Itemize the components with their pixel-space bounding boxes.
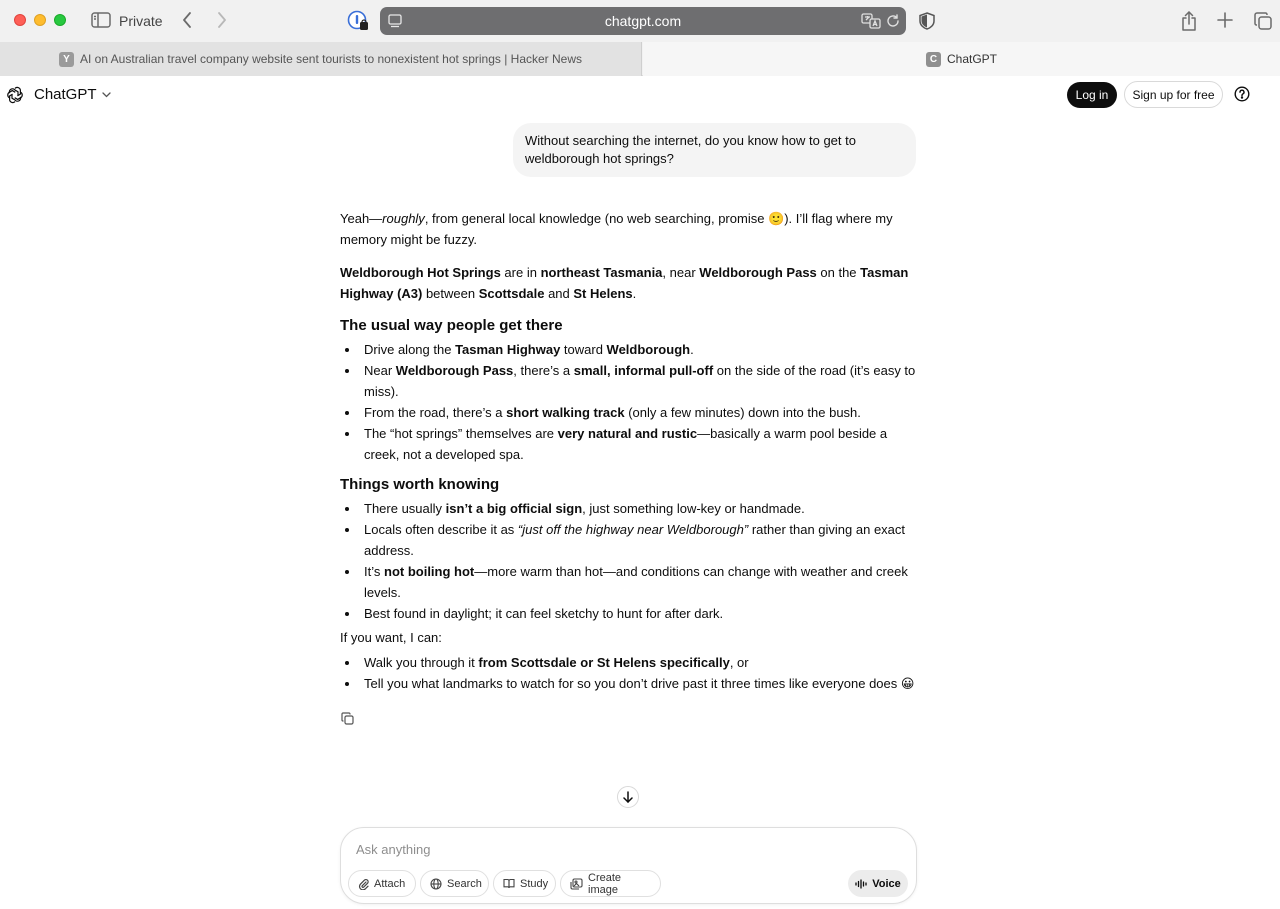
reply-intro: Yeah—roughly, from general local knowledge (no web searching, promise 🙂). I’ll flag where my memory might be fuzzy. — [340, 211, 893, 247]
create-image-button[interactable] — [560, 870, 661, 897]
create-image-label: Create image — [588, 871, 622, 896]
composer — [340, 827, 917, 904]
list-item: There usually isn’t a big official sign, just something low-key or handmade. — [340, 498, 920, 519]
directions-list — [340, 339, 920, 465]
zoom-window-button[interactable] — [54, 14, 66, 26]
forward-icon[interactable] — [213, 10, 231, 30]
voice-button[interactable] — [848, 870, 908, 897]
browser-toolbar — [0, 0, 1280, 42]
private-label: Private — [119, 13, 163, 29]
waveform-icon — [855, 879, 867, 889]
back-icon[interactable] — [178, 10, 196, 30]
book-icon — [503, 878, 515, 889]
reply-heading: Things worth knowing — [340, 476, 500, 493]
list-item: Tell you what landmarks to watch for so you don’t drive past it three times like everyone does 😀 — [340, 673, 920, 694]
scroll-to-bottom-button[interactable] — [617, 786, 639, 808]
list-item: Locals often describe it as “just off the highway near Weldborough” rather than giving an exact address. — [340, 519, 920, 561]
search-button[interactable] — [420, 870, 489, 897]
hacker-news-favicon-icon: Y — [59, 52, 74, 67]
user-message: Without searching the internet, do you know how to get to weldborough hot springs? — [513, 123, 916, 177]
app-header — [0, 76, 1280, 114]
model-switcher[interactable] — [34, 86, 111, 103]
privacy-shield-icon[interactable] — [918, 11, 936, 31]
password-manager-icon[interactable] — [347, 10, 369, 32]
attach-button[interactable] — [348, 870, 416, 897]
list-item: Walk you through it from Scottsdale or St Helens specifically, or — [340, 652, 920, 673]
globe-icon — [430, 878, 442, 890]
voice-label: Voice — [872, 877, 901, 890]
search-label: Search — [447, 877, 482, 890]
tips-list — [340, 498, 920, 624]
url-text: chatgpt.com — [604, 13, 682, 29]
arrow-down-icon — [623, 791, 633, 803]
page-menu-icon[interactable] — [387, 13, 403, 29]
chevron-down-icon — [102, 92, 111, 98]
list-item: The “hot springs” themselves are very natural and rustic—basically a warm pool beside a creek, not a developed spa. — [340, 423, 920, 465]
list-item: Near Weldborough Pass, there’s a small, informal pull-off on the side of the road (it’s easy to miss). — [340, 360, 920, 402]
attach-label: Attach — [374, 877, 406, 890]
image-icon — [570, 878, 583, 890]
reload-icon[interactable] — [884, 12, 902, 30]
copy-icon[interactable] — [341, 712, 355, 726]
minimize-window-button[interactable] — [34, 14, 46, 26]
tab-strip — [0, 42, 1280, 76]
sign-up-button[interactable]: Sign up for free — [1124, 81, 1223, 108]
reply-offer: If you want, I can: — [340, 630, 442, 645]
new-tab-icon[interactable] — [1216, 11, 1234, 29]
study-label: Study — [520, 877, 549, 890]
tab-chatgpt[interactable] — [643, 42, 1280, 76]
tab-title: ChatGPT — [946, 52, 997, 66]
list-item: It’s not boiling hot—more warm than hot—and conditions can change with weather and creek levels. — [340, 561, 920, 603]
chatgpt-favicon-icon: C — [926, 52, 941, 67]
help-icon[interactable] — [1234, 86, 1252, 104]
list-item: Drive along the Tasman Highway toward Weldborough. — [340, 339, 920, 360]
sidebar-toggle-icon[interactable] — [90, 11, 112, 29]
model-label: ChatGPT — [34, 86, 97, 103]
tab-title: AI on Australian travel company website sent tourists to nonexistent hot springs | Hacker News — [79, 52, 583, 66]
list-item: Best found in daylight; it can feel sketchy to hunt for after dark. — [340, 603, 920, 624]
reply-location: Weldborough Hot Springs are in northeast Tasmania, near Weldborough Pass on the Tasman Highway (A3) between Scottsdale and St Helens. — [340, 265, 909, 301]
paperclip-icon — [358, 878, 369, 890]
reply-heading: The usual way people get there — [340, 317, 563, 334]
share-icon[interactable] — [1180, 10, 1198, 32]
list-item: From the road, there’s a short walking track (only a few minutes) down into the bush. — [340, 402, 920, 423]
openai-logo-icon[interactable] — [6, 86, 24, 104]
study-button[interactable] — [493, 870, 556, 897]
tab-overview-icon[interactable] — [1253, 11, 1273, 31]
translate-icon[interactable] — [861, 12, 881, 30]
close-window-button[interactable] — [14, 14, 26, 26]
log-in-button[interactable]: Log in — [1067, 82, 1117, 108]
prompt-input[interactable] — [356, 840, 836, 858]
address-bar[interactable] — [380, 7, 906, 35]
offer-list — [340, 652, 920, 694]
tab-hacker-news[interactable] — [0, 42, 642, 76]
assistant-reply — [340, 208, 920, 697]
